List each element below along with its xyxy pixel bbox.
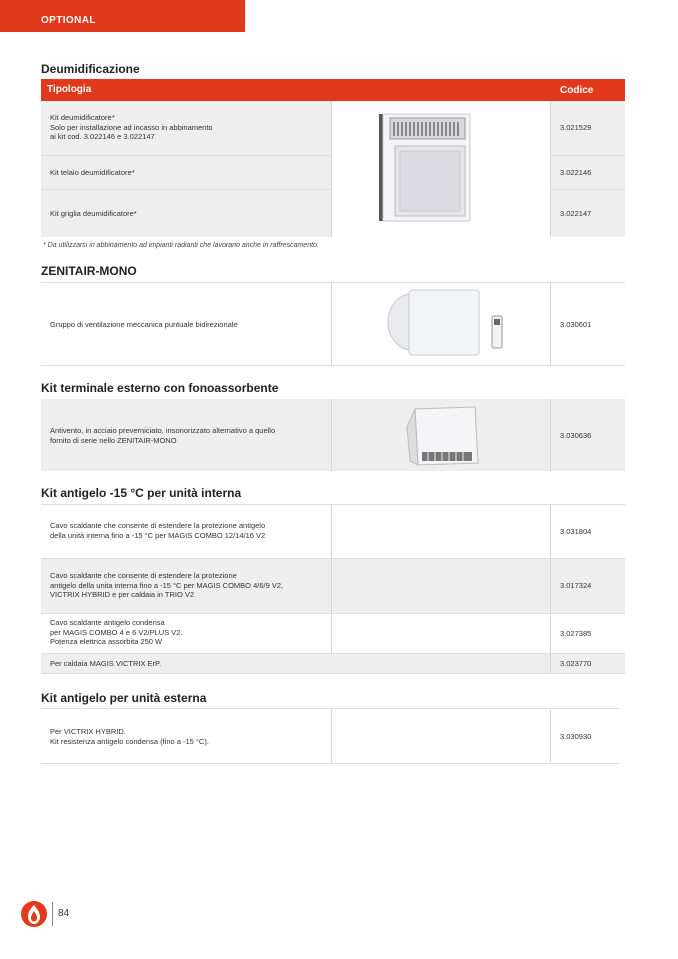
row-description: Cavo scaldante che consente di estendere la protezione antigelo della unità interna fino a -15 °C per MAGIS COMBO 12/14/16 V2 — [50, 521, 266, 540]
row-description: Kit deumidificatore* Solo per installazione ad incasso in abbinamento ai kit cod. 3.022146 e 3.022147 — [50, 113, 213, 141]
row-code: 3.017324 — [560, 581, 592, 590]
row-code: 3.030636 — [560, 431, 592, 440]
section-tab: OPTIONAL — [0, 0, 245, 32]
row-code: 3.030930 — [560, 732, 592, 741]
dehumidifier-image — [332, 101, 550, 237]
row-description: Per VICTRIX HYBRID. Kit resistenza antigelo condensa (fino a -15 °C). — [50, 727, 209, 746]
row-code: 3.022146 — [560, 168, 592, 177]
row-description: Cavo scaldante che consente di estendere la protezione antigelo della unita interna fino a -15 °C per MAGIS COMBO 4/6/9 V2, VICTRIX HYBRID e per caldaia in TRIO V2 — [50, 571, 284, 599]
brand-logo — [20, 900, 48, 933]
row-code: 3.027385 — [560, 629, 592, 638]
table-row — [41, 614, 625, 653]
row-code: 3.023770 — [560, 659, 592, 668]
flame-logo-icon — [20, 900, 48, 928]
table-row — [41, 283, 625, 365]
page-number: 84 — [58, 908, 70, 919]
ventilation-unit-icon — [360, 285, 520, 363]
external-terminal-image — [332, 399, 550, 471]
section-title-kit-antigelo-esterna: Kit antigelo per unità esterna — [41, 691, 207, 705]
row-description: Gruppo di ventilazione meccanica puntuale bidirezionale — [50, 320, 238, 329]
row-description: Per caldaia MAGIS VICTRIX ErP. — [50, 659, 162, 668]
section-title-kit-terminale: Kit terminale esterno con fonoassorbente — [41, 381, 279, 395]
footer-divider — [52, 902, 53, 926]
table-row — [41, 709, 619, 763]
row-description: Antivento, in acciaio preverniciato, insonorizzato alternativo a quello fornito di serie nello ZENITAIR-MONO — [50, 426, 276, 445]
footnote: * Da utilizzarsi in abbinamento ad impianti radianti che lavorano anche in raffrescamento. — [43, 242, 319, 249]
section-title-kit-antigelo-interna: Kit antigelo -15 °C per unità interna — [41, 486, 242, 500]
row-description: Cavo scaldante antigelo condensa per MAGIS COMBO 4 e 6 V2/PLUS V2. Potenza elettrica assorbita 250 W — [50, 618, 183, 646]
table-row — [41, 654, 625, 673]
section-title-deumidificazione: Deumidificazione — [41, 62, 140, 76]
row-code: 3.022147 — [560, 209, 592, 218]
header-codice: Codice — [560, 85, 594, 96]
row-code: 3.031804 — [560, 527, 592, 536]
row-code: 3.030601 — [560, 320, 592, 329]
ventilation-unit-image — [360, 285, 520, 363]
dehumidifier-icon — [332, 101, 550, 237]
external-terminal-icon — [332, 399, 550, 471]
table-header — [41, 79, 625, 101]
table-row — [41, 505, 625, 558]
row-code: 3.021529 — [560, 123, 592, 132]
table-row — [41, 559, 625, 613]
header-tipologia: Tipologia — [47, 84, 92, 95]
row-description: Kit griglia deumidificatore* — [50, 209, 137, 218]
row-description: Kit telaio deumidificatore* — [50, 168, 135, 177]
section-title-zenitair-mono: ZENITAIR-MONO — [41, 264, 137, 278]
